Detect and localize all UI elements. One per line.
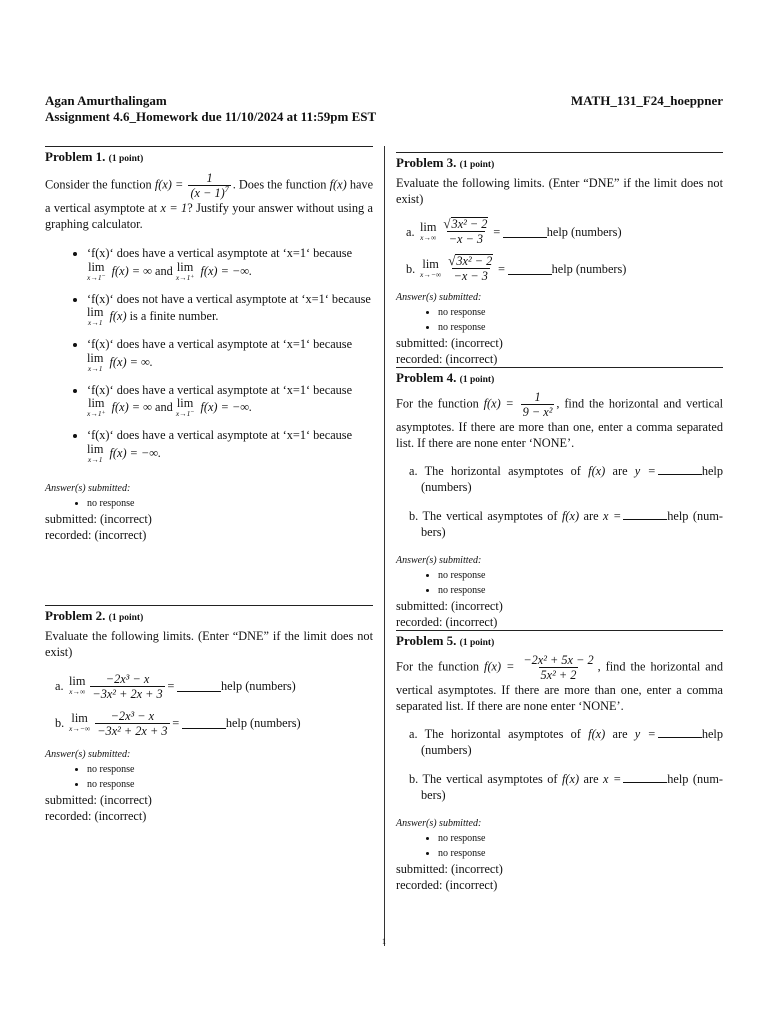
problem-5 bbox=[396, 630, 723, 893]
response-item: • no response bbox=[87, 762, 373, 777]
help-link[interactable]: help (num- bbox=[667, 509, 723, 523]
problem-2 bbox=[45, 605, 373, 824]
problem-4-answers: Answer(s) submitted: • no response • no response submitted: (incorrect) recorded: (incorrect) bbox=[396, 554, 723, 630]
column-divider bbox=[384, 146, 385, 932]
help-link[interactable]: help bbox=[701, 727, 723, 741]
problem-1-option-5[interactable]: • ‘f(x)‘ does have a vertical asymptote at ‘x=1‘ because lim x→1 f(x) = −∞. bbox=[87, 428, 373, 464]
response-item: • no response bbox=[438, 831, 723, 846]
problem-1-title: Problem 1. (1 point) bbox=[45, 149, 144, 164]
problem-5-part-a: a. The horizontal asymptotes of f(x) are y = help (numbers) bbox=[409, 727, 723, 757]
left-column bbox=[45, 146, 373, 824]
problem-3-answers: Answer(s) submitted: • no response • no response submitted: (incorrect) recorded: (incorrect) bbox=[396, 291, 723, 367]
student-name: Agan Amurthalingam bbox=[45, 93, 167, 108]
response-item: • no response bbox=[438, 846, 723, 861]
response-item: • no response bbox=[438, 305, 723, 320]
problem-2b-answer-input[interactable] bbox=[182, 717, 226, 729]
problem-1-function-fraction: $\frac{1}{(x - 1)^7}$ bbox=[190, 171, 229, 200]
help-link[interactable]: help (num- bbox=[667, 772, 723, 786]
problem-2-title: Problem 2. (1 point) bbox=[45, 607, 144, 623]
problem-1-options bbox=[45, 246, 373, 464]
recorded-status: recorded: (incorrect) bbox=[396, 352, 498, 366]
problem-1-option-1[interactable]: • ‘f(x)‘ does have a vertical asymptote at ‘x=1‘ because lim x→1⁻ f(x) = ∞ and lim x→1⁺ f(x) = −∞. bbox=[87, 246, 373, 282]
problem-5-title: Problem 5. (1 point) bbox=[396, 633, 495, 648]
problem-2-prompt: Evaluate the following limits. (Enter “DNE” if the limit does not exist) bbox=[45, 628, 373, 659]
submitted-status: submitted: (incorrect) bbox=[45, 792, 152, 807]
problem-4-title: Problem 4. (1 point) bbox=[396, 370, 495, 385]
help-link[interactable]: help (numbers) bbox=[551, 261, 627, 276]
problem-3-title: Problem 3. (1 point) bbox=[396, 155, 495, 170]
problem-2a-answer-input[interactable] bbox=[177, 680, 221, 692]
problem-5-part-b: b. The vertical asymptotes of f(x) are x = help (num- bers) bbox=[409, 772, 723, 802]
problem-1 bbox=[45, 146, 373, 543]
response-item: • no response bbox=[438, 568, 723, 583]
recorded-status: recorded: (incorrect) bbox=[45, 527, 147, 542]
right-column bbox=[396, 146, 723, 893]
recorded-status: recorded: (incorrect) bbox=[396, 615, 498, 629]
problem-4-part-a: a. The horizontal asymptotes of f(x) are y = help (numbers) bbox=[409, 464, 723, 494]
recorded-status: recorded: (incorrect) bbox=[396, 878, 498, 892]
help-link[interactable]: help (numbers) bbox=[225, 716, 301, 730]
submitted-status: submitted: (incorrect) bbox=[396, 862, 503, 876]
help-link[interactable]: help (numbers) bbox=[546, 224, 622, 239]
problem-5b-answer-input[interactable] bbox=[623, 771, 667, 783]
problem-1-option-3[interactable]: • ‘f(x)‘ does have a vertical asymptote at ‘x=1‘ because lim x→1 f(x) = ∞. bbox=[87, 337, 373, 373]
problem-3-part-a: a. lim x→∞ √ 3x² − 2 −x − 3 = help (numbers) bbox=[406, 216, 622, 246]
problem-1-answers: Answer(s) submitted: • no response submitted: (incorrect) recorded: (incorrect) bbox=[45, 482, 373, 543]
problem-2-part-a: a. lim x→∞ $\frac{\text{−2x³ − x}}{\text{−3x² + 2x + 3}}$ = help (numbers) bbox=[55, 671, 296, 701]
submitted-status: submitted: (incorrect) bbox=[396, 599, 503, 613]
problem-3-part-b: b. lim x→−∞ √ 3x² − 2 −x − 3 = help (numbers) bbox=[406, 253, 627, 283]
problem-3a-answer-input[interactable] bbox=[503, 226, 547, 238]
problem-4a-answer-input[interactable] bbox=[658, 463, 702, 475]
help-link[interactable]: help bbox=[701, 464, 723, 478]
problem-4-prompt: For the function f(x) = $\frac{1}{\text{9 − x²}}$ , find the horizontal and vertical asymptotes. If there are more than one, enter a comma separated list. If there are none enter ‘NONE’. bbox=[396, 390, 723, 450]
recorded-status: recorded: (incorrect) bbox=[45, 808, 147, 823]
response-item: • no response bbox=[87, 777, 373, 792]
problem-5-answers: Answer(s) submitted: • no response • no response submitted: (incorrect) recorded: (incorrect) bbox=[396, 817, 723, 893]
problem-4 bbox=[396, 367, 723, 630]
course-code: MATH_131_F24_hoeppner bbox=[570, 93, 723, 108]
problem-3b-answer-input[interactable] bbox=[508, 263, 552, 275]
problem-1-prompt: Consider the function f(x) = $\frac{1}{(x - 1)^7}$ . Does the function f(x) have a vertical asymptote at x = 1? Justify your answer without using a graphing calculator. bbox=[45, 171, 374, 231]
response-item: • no response bbox=[438, 320, 723, 335]
problem-2-part-b: b. lim x→−∞ $\frac{\text{−2x³ − x}}{\text{−3x² + 2x + 3}}$ = help (numbers) bbox=[55, 708, 301, 738]
problem-1-option-2[interactable]: • ‘f(x)‘ does not have a vertical asymptote at ‘x=1‘ because lim x→1 f(x) is a finite number. bbox=[87, 292, 373, 328]
submitted-status: submitted: (incorrect) bbox=[45, 511, 152, 526]
problem-1-option-4[interactable]: • ‘f(x)‘ does have a vertical asymptote at ‘x=1‘ because lim x→1⁺ f(x) = ∞ and lim x→1⁻ f(x) = −∞. bbox=[87, 383, 373, 419]
assignment-title: Assignment 4.6_Homework due 11/10/2024 at 11:59pm EST bbox=[45, 109, 377, 124]
problem-3 bbox=[396, 152, 723, 367]
problem-4-part-b: b. The vertical asymptotes of f(x) are x = help (num- bers) bbox=[409, 509, 723, 539]
problem-3-prompt: Evaluate the following limits. (Enter “DNE” if the limit does not exist) bbox=[396, 176, 723, 206]
problem-2-answers: Answer(s) submitted: • no response • no response submitted: (incorrect) recorded: (incorrect) bbox=[45, 748, 373, 824]
problem-4b-answer-input[interactable] bbox=[623, 508, 667, 520]
page-number: 1 bbox=[382, 937, 386, 946]
submitted-status: submitted: (incorrect) bbox=[396, 336, 503, 350]
page-header bbox=[45, 93, 723, 125]
problem-5a-answer-input[interactable] bbox=[658, 726, 702, 738]
problem-5-prompt: For the function f(x) = $\frac{\text{−2x² + 5x − 2}}{\text{5x² + 2}}$ , find the horizontal and vertical asymptotes. If there are more than one, enter a comma separated list. If there are none enter ‘NONE’. bbox=[396, 653, 724, 713]
help-link[interactable]: help (numbers) bbox=[220, 679, 296, 693]
response-item: • no response bbox=[438, 583, 723, 598]
response-item: • no response bbox=[87, 496, 373, 511]
